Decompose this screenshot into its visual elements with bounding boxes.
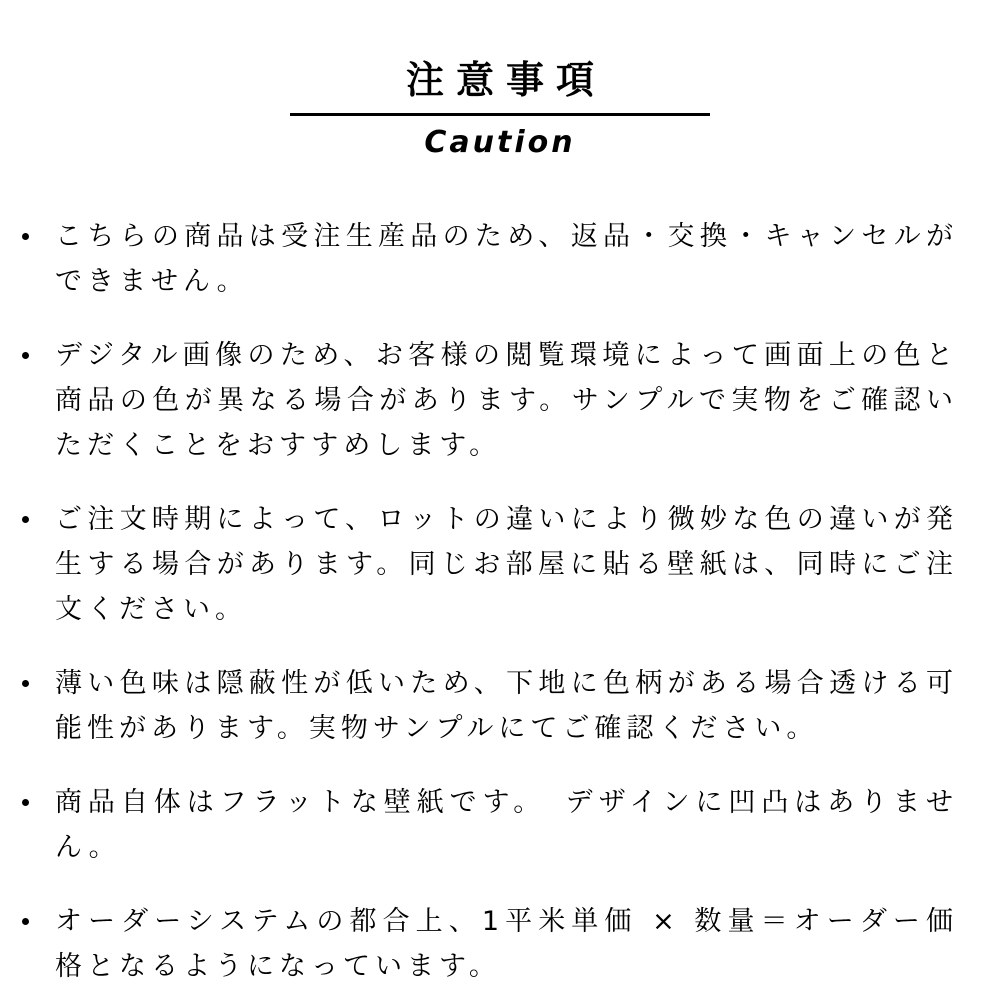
caution-item xyxy=(55,333,958,468)
page-subtitle: Caution xyxy=(424,125,576,161)
caution-item xyxy=(55,214,958,304)
bullet-dot-icon xyxy=(22,918,29,925)
caution-item xyxy=(55,780,958,870)
caution-list xyxy=(0,214,1000,989)
caution-item-text: オーダーシステムの都合上、1平米単価 × 数量＝オーダー価格となるようになっています。 xyxy=(55,906,958,983)
bullet-dot-icon xyxy=(22,799,29,806)
caution-item-text: こちらの商品は受注生産品のため、返品・交換・キャンセルができません。 xyxy=(55,221,958,298)
caution-item-text: 商品自体はフラットな壁紙です。 デザインに凹凸はありません。 xyxy=(55,787,958,864)
caution-item xyxy=(55,899,958,989)
header xyxy=(0,0,1000,162)
bullet-dot-icon xyxy=(22,233,29,240)
caution-item-text: ご注文時期によって、ロットの違いにより微妙な色の違いが発生する場合があります。同じお部屋に貼る壁紙は、同時にご注文ください。 xyxy=(55,504,958,626)
title-divider xyxy=(290,113,710,116)
bullet-dot-icon xyxy=(22,516,29,523)
caution-item-text: 薄い色味は隠蔽性が低いため、下地に色柄がある場合透ける可能性があります。実物サンプルにてご確認ください。 xyxy=(55,668,958,745)
page-title: 注意事項 xyxy=(405,58,606,102)
caution-item-text: デジタル画像のため、お客様の閲覧環境によって画面上の色と商品の色が異なる場合があります。サンプルで実物をご確認いただくことをおすすめします。 xyxy=(55,340,958,462)
caution-item xyxy=(55,661,958,751)
bullet-dot-icon xyxy=(22,680,29,687)
bullet-dot-icon xyxy=(22,352,29,359)
caution-item xyxy=(55,497,958,632)
